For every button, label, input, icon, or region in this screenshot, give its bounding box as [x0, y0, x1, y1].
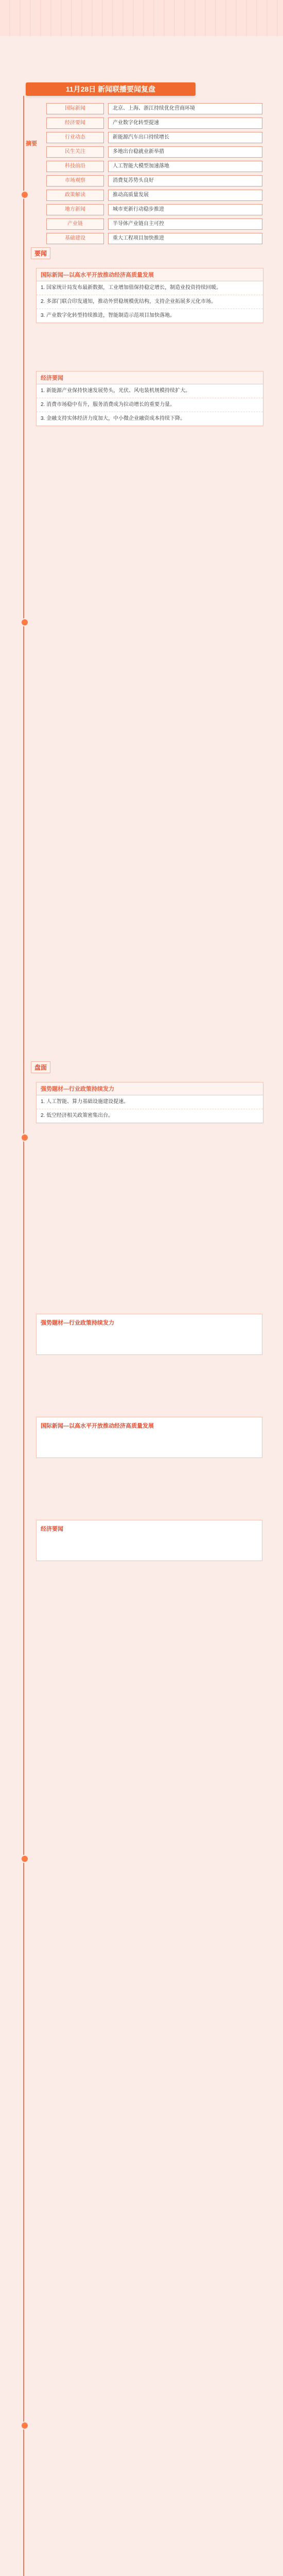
- card-item: 1. 国家统计局发布最新数据，工业增加值保持稳定增长，制造业投资持续回暖。: [37, 281, 263, 295]
- summary-line: 产业数字化转型提速: [108, 117, 262, 129]
- feature-title: 强势题材—行业政策持续发力: [41, 1320, 114, 1326]
- summary-row: [46, 175, 262, 187]
- summary-line: 人工智能大模型加速落地: [108, 161, 262, 172]
- summary-row: [46, 161, 262, 172]
- feature-block: [36, 1314, 262, 1355]
- card-item: 2. 多部门联合印发通知，推动外贸稳规模优结构，支持企业拓展多元化市场。: [37, 295, 263, 309]
- summary-line: 城市更新行动稳步推进: [108, 204, 262, 215]
- news-card: [36, 268, 263, 323]
- summary-tag: 国际新闻: [46, 103, 104, 114]
- timeline-dot-4: [21, 1855, 29, 1863]
- card-head: 经济要闻: [37, 371, 263, 384]
- summary-tag: 经济要闻: [46, 117, 104, 129]
- section-title: 要闻: [31, 247, 50, 259]
- summary-line: 推动高质量发展: [108, 190, 262, 201]
- news-card: [36, 1082, 263, 1123]
- summary-line: 新能源汽车出口持续增长: [108, 132, 262, 143]
- feature-title: 经济要闻: [41, 1526, 63, 1532]
- card-item: 3. 金融支持实体经济力度加大，中小微企业融资成本持续下降。: [41, 416, 186, 421]
- summary-tag: 产业链: [46, 218, 104, 230]
- news-card: [36, 371, 263, 426]
- summary-tag: 地方新闻: [46, 204, 104, 215]
- card-item: 1. 人工智能、算力基础设施建设提速。: [37, 1095, 263, 1109]
- summary-block: [26, 103, 262, 247]
- summary-tag: 行业动态: [46, 132, 104, 143]
- summary-row: [46, 117, 262, 129]
- card-item: 2. 低空经济相关政策密集出台。: [41, 1113, 114, 1118]
- timeline-dot-3: [21, 1133, 29, 1142]
- summary-tag: 科技前沿: [46, 161, 104, 172]
- card-item: 1. 新能源产业保持快速发展势头，光伏、风电装机规模持续扩大。: [37, 384, 263, 398]
- feature-title: 国际新闻—以高水平开放推动经济高质量发展: [41, 1423, 154, 1429]
- page-header: [0, 0, 283, 36]
- card-head: 强势题材—行业政策持续发力: [37, 1082, 263, 1095]
- summary-row: [46, 132, 262, 143]
- header-pattern: [0, 0, 283, 36]
- timeline-dot-2: [21, 618, 29, 626]
- summary-row: [46, 146, 262, 158]
- card-item: 3. 产业数字化转型持续推进，智能制造示范项目加快落地。: [41, 313, 175, 318]
- summary-line: 消费复苏势头良好: [108, 175, 262, 187]
- timeline-line: [23, 96, 24, 2576]
- timeline-dot-5: [21, 2421, 29, 2430]
- page-title: 11月28日 新闻联播要闻复盘: [26, 82, 196, 96]
- summary-row: [46, 190, 262, 201]
- summary-tag: 政策解读: [46, 190, 104, 201]
- summary-tag: 市场观察: [46, 175, 104, 187]
- summary-tag: 民生关注: [46, 146, 104, 158]
- summary-row: [46, 103, 262, 114]
- card-head: 国际新闻—以高水平开放推动经济高质量发展: [37, 268, 263, 281]
- summary-line: 重大工程项目加快推进: [108, 233, 262, 244]
- summary-line: 半导体产业链自主可控: [108, 218, 262, 230]
- card-item: 2. 消费市场稳中有升，服务消费成为拉动增长的重要力量。: [37, 398, 263, 412]
- summary-line: 北京、上海、浙江持续优化营商环境: [108, 103, 262, 114]
- summary-line: 多地出台稳就业新举措: [108, 146, 262, 158]
- feature-block: [36, 1520, 262, 1561]
- summary-row: [46, 204, 262, 215]
- timeline-dot-1: [21, 191, 29, 199]
- summary-row: [46, 233, 262, 244]
- feature-block: [36, 1417, 262, 1458]
- summary-tag: 基础建设: [46, 233, 104, 244]
- section-title: 盘面: [31, 1061, 50, 1073]
- summary-left-label: 摘要: [26, 141, 37, 147]
- summary-row: [46, 218, 262, 230]
